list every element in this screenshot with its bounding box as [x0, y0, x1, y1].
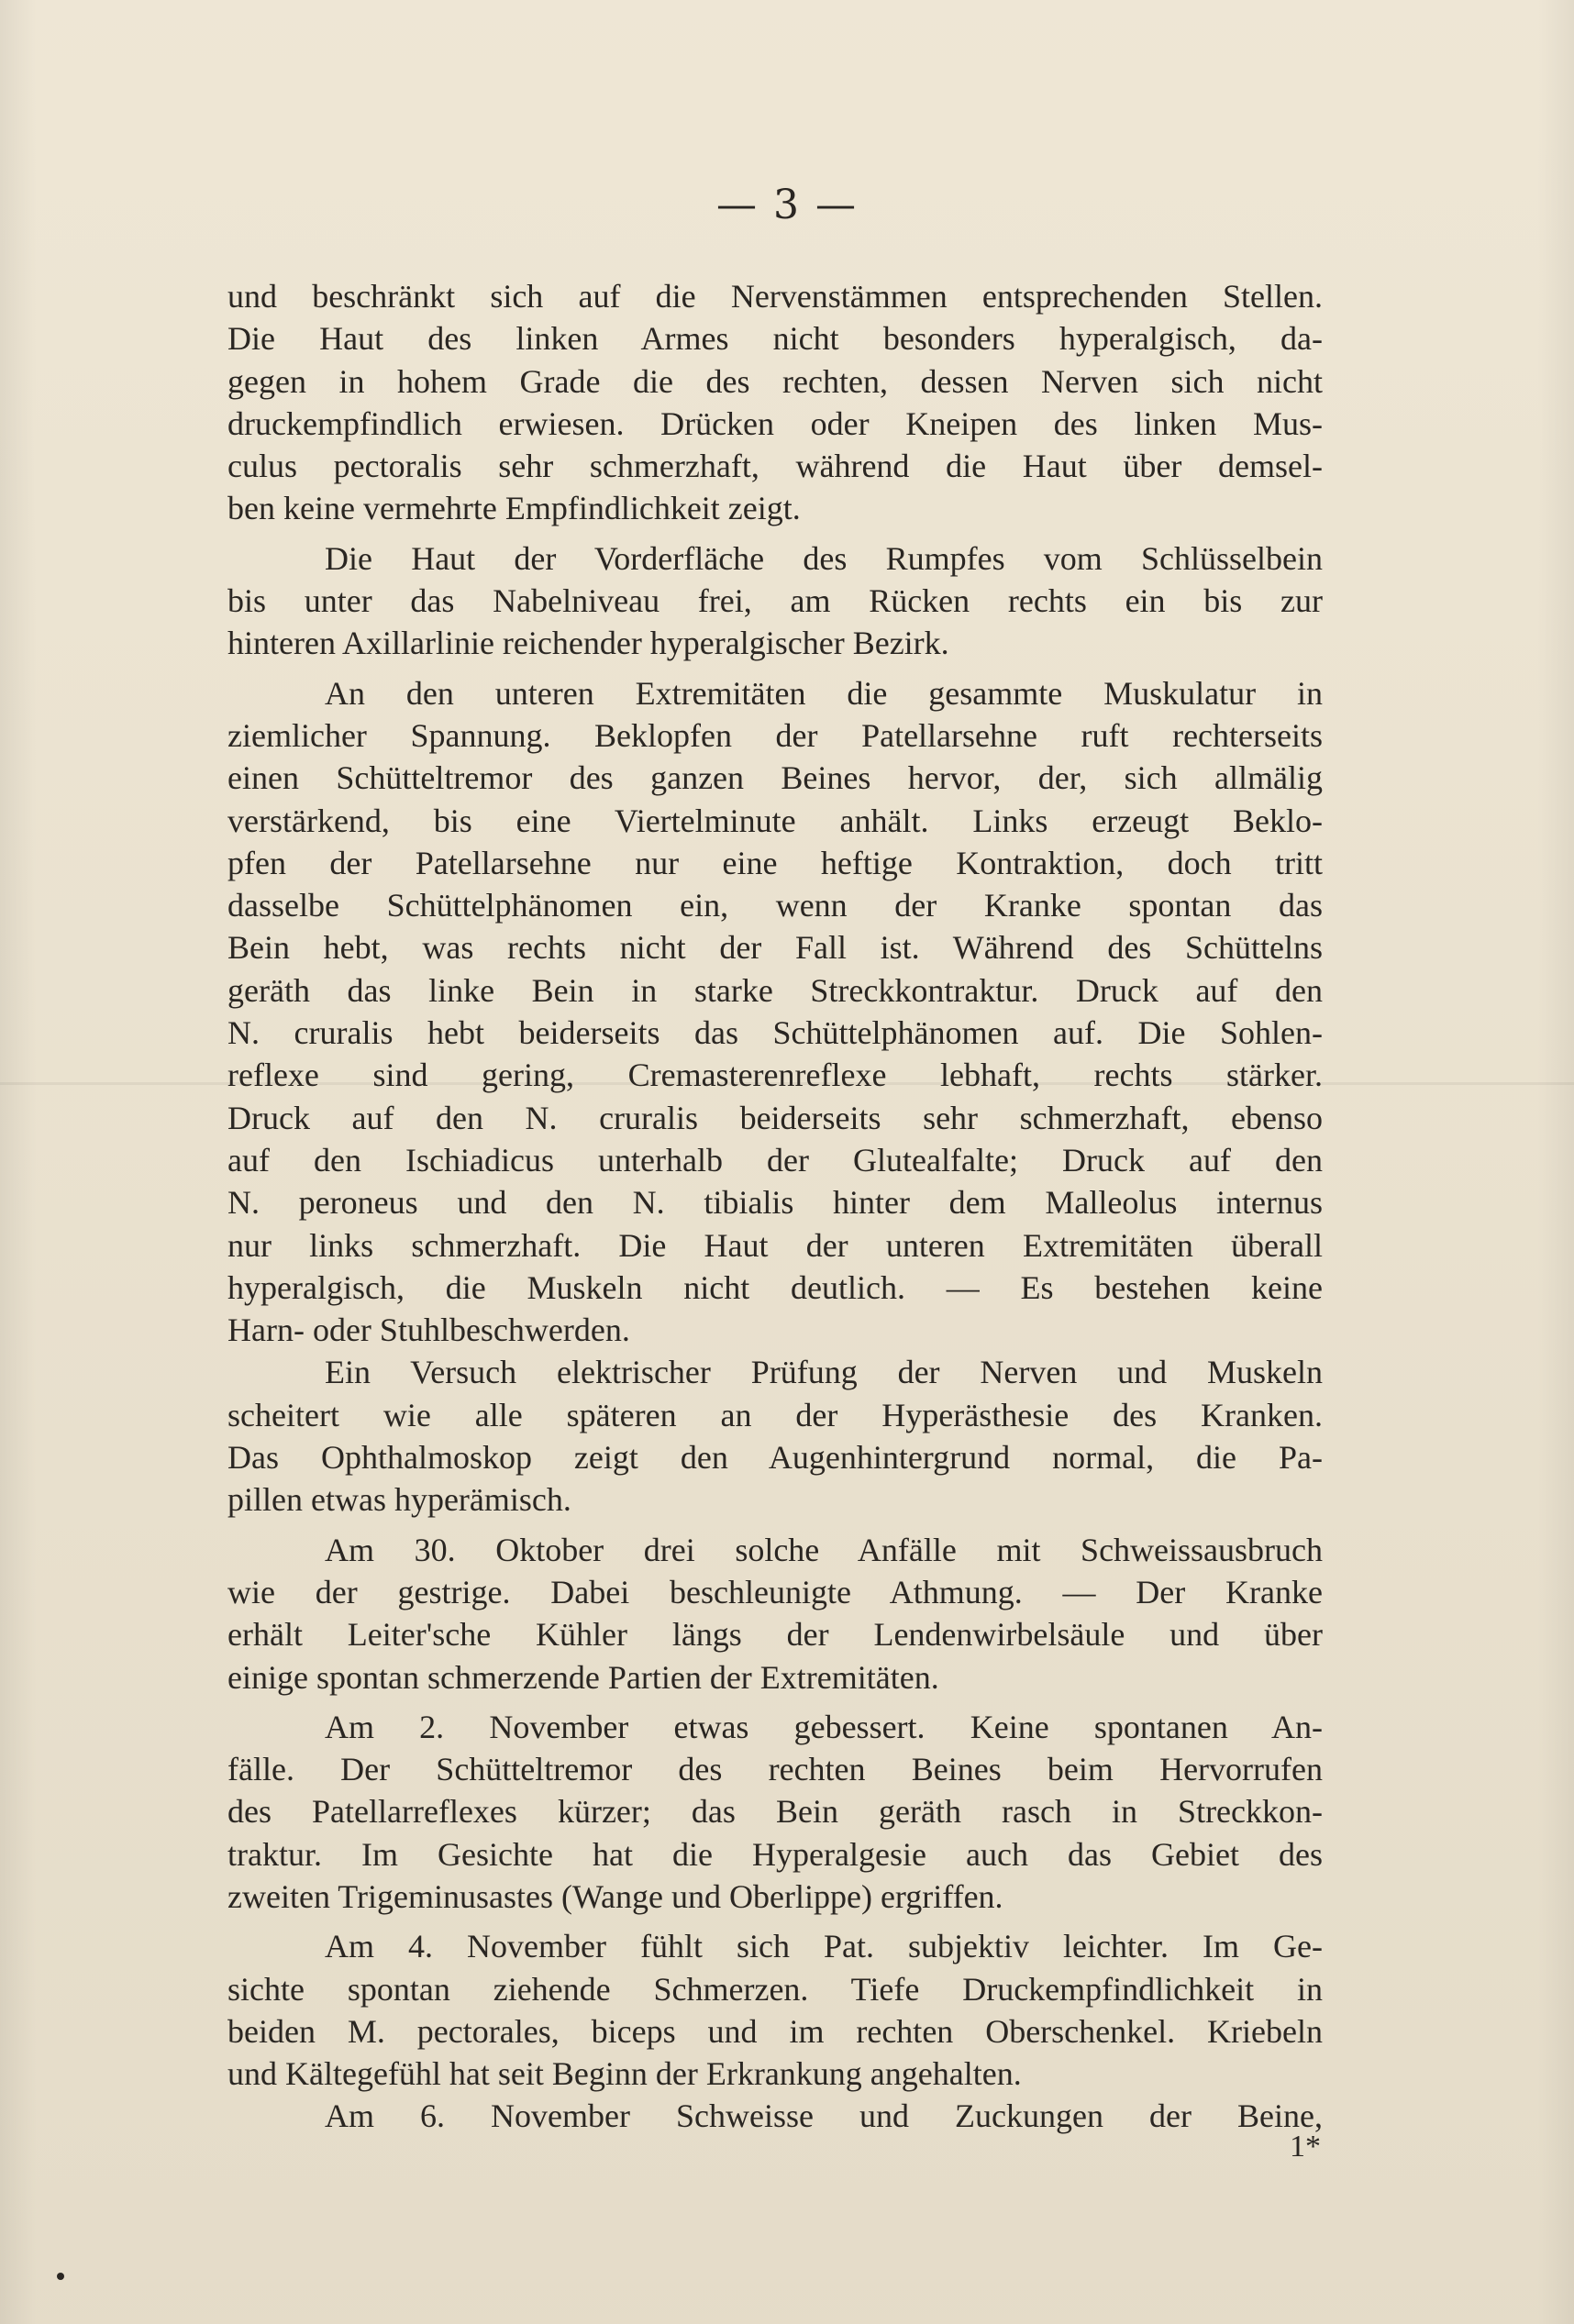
- signature-mark: 1*: [1290, 2130, 1321, 2164]
- text-line: Harn- oder Stuhlbeschwerden.: [227, 1311, 630, 1349]
- text-line: und beschränkt sich auf die Nervenstämmen entsprechenden Stellen.: [227, 278, 1323, 315]
- text-line: scheitert wie alle späteren an der Hyperästhesie des Kranken.: [227, 1396, 1323, 1433]
- page-number: — 3 —: [716, 182, 858, 228]
- ink-spot: [57, 2273, 64, 2280]
- text-line: bis unter das Nabelniveau frei, am Rücken rechts ein bis zur: [227, 582, 1323, 620]
- paragraph-3: [227, 672, 1323, 1352]
- text-line: hinteren Axillarlinie reichender hyperalgischer Bezirk.: [227, 625, 949, 662]
- text-line: Am 2. November etwas gebessert. Keine spontanen An-: [325, 1708, 1323, 1745]
- text-line: dasselbe Schüttelphänomen ein, wenn der Kranke spontan das: [227, 887, 1323, 924]
- paragraph-1: [227, 275, 1323, 530]
- text-line: ziemlicher Spannung. Beklopfen der Patellarsehne ruft rechterseits: [227, 716, 1323, 754]
- paragraph-2: [227, 537, 1323, 665]
- text-line: fälle. Der Schütteltremor des rechten Beines beim Hervorrufen: [227, 1751, 1323, 1788]
- text-line: des Patellarreflexes kürzer; das Bein geräth rasch in Streckkon-: [227, 1793, 1323, 1831]
- text-line: pillen etwas hyperämisch.: [227, 1481, 571, 1519]
- text-line: zweiten Trigeminusastes (Wange und Oberlippe) ergriffen.: [227, 1877, 1003, 1915]
- text-line: druckempfindlich erwiesen. Drücken oder Kneipen des linken Mus-: [227, 404, 1323, 442]
- text-line: culus pectoralis sehr schmerzhaft, während die Haut über demsel-: [227, 448, 1323, 485]
- text-line: Ein Versuch elektrischer Prüfung der Nerven und Muskeln: [325, 1354, 1323, 1391]
- text-line: Bein hebt, was rechts nicht der Fall ist. Während des Schüttelns: [227, 929, 1323, 967]
- text-line: ben keine vermehrte Empfindlichkeit zeigt.: [227, 490, 801, 527]
- text-line: geräth das linke Bein in starke Streckkontraktur. Druck auf den: [227, 971, 1323, 1009]
- text-line: einige spontan schmerzende Partien der Extremitäten.: [227, 1658, 939, 1696]
- text-line: auf den Ischiadicus unterhalb der Glutealfalte; Druck auf den: [227, 1141, 1323, 1179]
- text-line: Die Haut des linken Armes nicht besonders hyperalgisch, da-: [227, 320, 1323, 358]
- text-line: Die Haut der Vorderfläche des Rumpfes vom Schlüsselbein: [325, 539, 1323, 577]
- text-line: erhält Leiter'sche Kühler längs der Lendenwirbelsäule und über: [227, 1616, 1323, 1654]
- paragraph-6: [227, 1706, 1323, 1918]
- paragraph-4: [227, 1351, 1323, 1521]
- text-line: hyperalgisch, die Muskeln nicht deutlich. — Es bestehen keine: [227, 1268, 1323, 1306]
- paragraph-7: [227, 1925, 1323, 2095]
- text-line: Am 30. Oktober drei solche Anfälle mit Schweissausbruch: [325, 1531, 1323, 1568]
- text-line: nur links schmerzhaft. Die Haut der unteren Extremitäten überall: [227, 1226, 1323, 1264]
- text-line: N. peroneus und den N. tibialis hinter dem Malleolus internus: [227, 1184, 1323, 1222]
- text-line: reflexe sind gering, Cremasterenreflexe lebhaft, rechts stärker.: [227, 1057, 1323, 1094]
- text-line: Druck auf den N. cruralis beiderseits sehr schmerzhaft, ebenso: [227, 1099, 1323, 1136]
- paragraph-8: [227, 2095, 1323, 2137]
- body-text: [227, 275, 1323, 2138]
- text-line: und Kältegefühl hat seit Beginn der Erkrankung angehalten.: [227, 2055, 1022, 2093]
- text-line: einen Schütteltremor des ganzen Beines hervor, der, sich allmälig: [227, 759, 1323, 797]
- text-line: N. cruralis hebt beiderseits das Schüttelphänomen auf. Die Sohlen-: [227, 1014, 1323, 1052]
- text-line: Das Ophthalmoskop zeigt den Augenhintergrund normal, die Pa-: [227, 1439, 1323, 1477]
- text-line: gegen in hohem Grade die des rechten, dessen Nerven sich nicht: [227, 362, 1323, 400]
- text-line: pfen der Patellarsehne nur eine heftige Kontraktion, doch tritt: [227, 844, 1323, 881]
- text-line: beiden M. pectorales, biceps und im rechten Oberschenkel. Kriebeln: [227, 2012, 1323, 2050]
- text-line: Am 4. November fühlt sich Pat. subjektiv leichter. Im Ge-: [325, 1928, 1323, 1965]
- paragraph-5: [227, 1529, 1323, 1699]
- text-line: traktur. Im Gesichte hat die Hyperalgesie auch das Gebiet des: [227, 1835, 1323, 1873]
- text-line: wie der gestrige. Dabei beschleunigte Athmung. — Der Kranke: [227, 1573, 1323, 1610]
- text-line: An den unteren Extremitäten die gesammte Muskulatur in: [325, 674, 1323, 712]
- text-line: Am 6. November Schweisse und Zuckungen der Beine,: [325, 2097, 1323, 2135]
- text-line: verstärkend, bis eine Viertelminute anhält. Links erzeugt Beklo-: [227, 802, 1323, 839]
- text-line: sichte spontan ziehende Schmerzen. Tiefe Druckempfindlichkeit in: [227, 1970, 1323, 2008]
